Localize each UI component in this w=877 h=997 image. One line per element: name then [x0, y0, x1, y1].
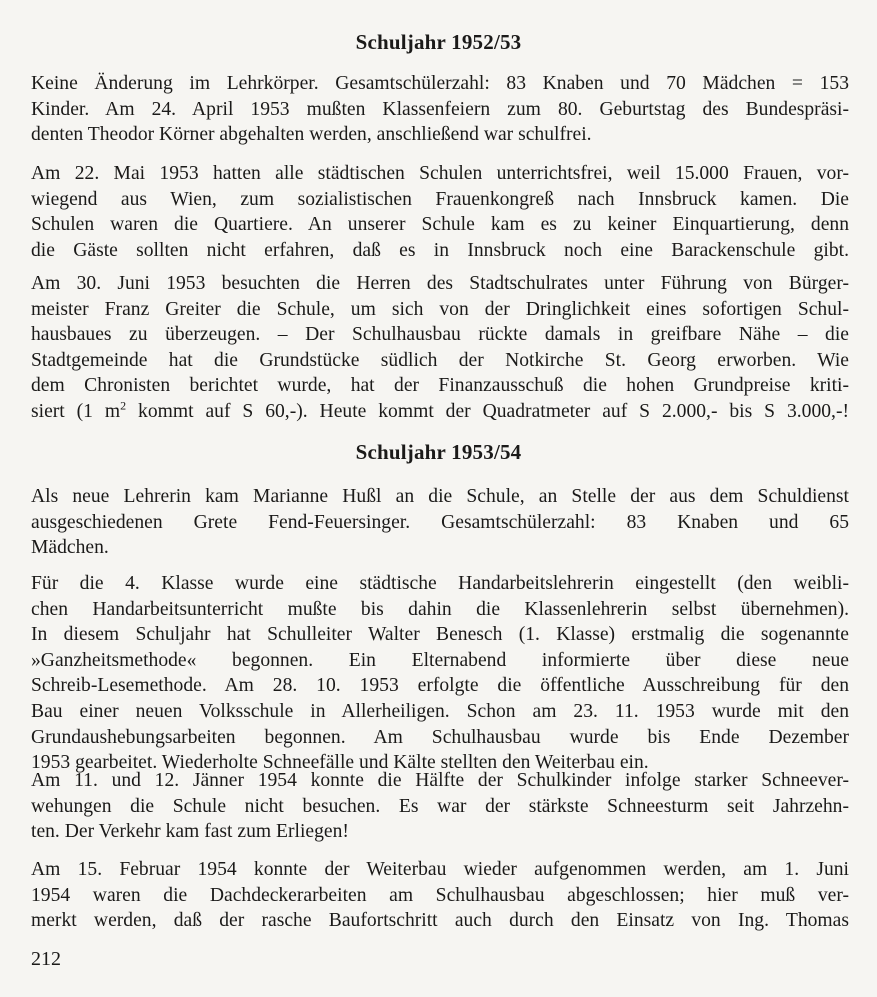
- text-line: denten Theodor Körner abgehalten werden, anschließend war schulfrei.: [31, 124, 592, 146]
- text-line: siert (1 $m^2$ kommt auf S 60,-). Heute kommt der Quadratmeter auf S 2.000,- bis S 3.000,-!: [31, 398, 849, 422]
- text-line: Schreib-Lesemethode. Am 28. 10. 1953 erfolgte die öffentliche Ausschreibung für den: [31, 675, 849, 697]
- text-line: Bau einer neuen Volksschule in Allerheiligen. Schon am 23. 11. 1953 wurde mit den: [31, 700, 849, 722]
- text-line: ten. Der Verkehr kam fast zum Erliegen!: [31, 821, 349, 843]
- text-line: Keine Änderung im Lehrkörper. Gesamtschülerzahl: 83 Knaben und 70 Mädchen = 153: [31, 73, 849, 94]
- text-line: Am 11. und 12. Jänner 1954 konnte die Hälfte der Schulkinder infolge starker Schneever-: [31, 770, 849, 791]
- text-line: Mädchen.: [31, 537, 109, 559]
- text-line: die Gäste sollten nicht erfahren, daß es in Innsbruck noch eine Barackenschule gibt.: [31, 239, 849, 261]
- text-line: wiegend aus Wien, zum sozialistischen Frauenkongreß nach Innsbruck kamen. Die: [31, 188, 849, 210]
- paragraph-6: [31, 768, 849, 845]
- text-line: ausgeschiedenen Grete Fend-Feuersinger. Gesamtschülerzahl: 83 Knaben und 65: [31, 511, 849, 533]
- text-line: Am 15. Februar 1954 konnte der Weiterbau wieder aufgenommen werden, am 1. Juni: [31, 859, 849, 880]
- text-line: meister Franz Greiter die Schule, um sich von der Dringlichkeit eines sofortigen Schul-: [31, 298, 849, 320]
- paragraph-2: [31, 161, 849, 263]
- text-line: »Ganzheitsmethode« begonnen. Ein Elternabend informierte über diese neue: [31, 649, 849, 671]
- text-line: Am 22. Mai 1953 hatten alle städtischen Schulen unterrichtsfrei, weil 15.000 Frauen, vor-: [31, 163, 849, 184]
- paragraph-3: [31, 271, 849, 425]
- section-heading-1952-53: Schuljahr 1952/53: [355, 30, 522, 54]
- paragraph-4: [31, 484, 849, 561]
- section-heading-1953-54: Schuljahr 1953/54: [355, 440, 522, 464]
- text-line: dem Chronisten berichtet wurde, hat der Finanzausschuß die hohen Grundpreise kriti-: [31, 375, 849, 397]
- text-line: 1953 gearbeitet. Wiederholte Schneefälle und Kälte stellten den Weiterbau ein.: [31, 752, 649, 774]
- text-line: chen Handarbeitsunterricht mußte bis dahin die Klassenlehrerin selbst übernehmen).: [31, 598, 849, 620]
- paragraph-7: [31, 857, 849, 934]
- text-line: Grundaushebungsarbeiten begonnen. Am Schulhausbau wurde bis Ende Dezember: [31, 726, 849, 748]
- paragraph-5: [31, 571, 849, 776]
- text-line: hausbaues zu überzeugen. – Der Schulhausbau rückte damals in greifbare Nähe – die: [31, 324, 849, 346]
- text-line: Am 30. Juni 1953 besuchten die Herren des Stadtschulrates unter Führung von Bürger-: [31, 273, 849, 294]
- text-line: 1954 waren die Dachdeckerarbeiten am Schulhausbau abgeschlossen; hier muß ver-: [31, 884, 849, 906]
- text-line: Als neue Lehrerin kam Marianne Hußl an die Schule, an Stelle der aus dem Schuldienst: [31, 486, 849, 507]
- text-line: merkt werden, daß der rasche Baufortschritt auch durch den Einsatz von Ing. Thomas: [31, 910, 849, 932]
- paragraph-1: [31, 71, 849, 148]
- text-line: In diesem Schuljahr hat Schulleiter Walter Benesch (1. Klasse) erstmalig die sogenannte: [31, 624, 849, 646]
- text-line: Kinder. Am 24. April 1953 mußten Klassenfeiern zum 80. Geburtstag des Bundespräsi-: [31, 98, 849, 120]
- text-line: Für die 4. Klasse wurde eine städtische Handarbeitslehrerin eingestellt (den weibli-: [31, 573, 849, 594]
- page-number: 212: [31, 948, 61, 970]
- text-line: Stadtgemeinde hat die Grundstücke südlich der Notkirche St. Georg erworben. Wie: [31, 349, 849, 371]
- text-line: wehungen die Schule nicht besuchen. Es war der stärkste Schneesturm seit Jahrzehn-: [31, 795, 849, 817]
- text-line: Schulen waren die Quartiere. An unserer Schule kam es zu keiner Einquartierung, denn: [31, 214, 849, 236]
